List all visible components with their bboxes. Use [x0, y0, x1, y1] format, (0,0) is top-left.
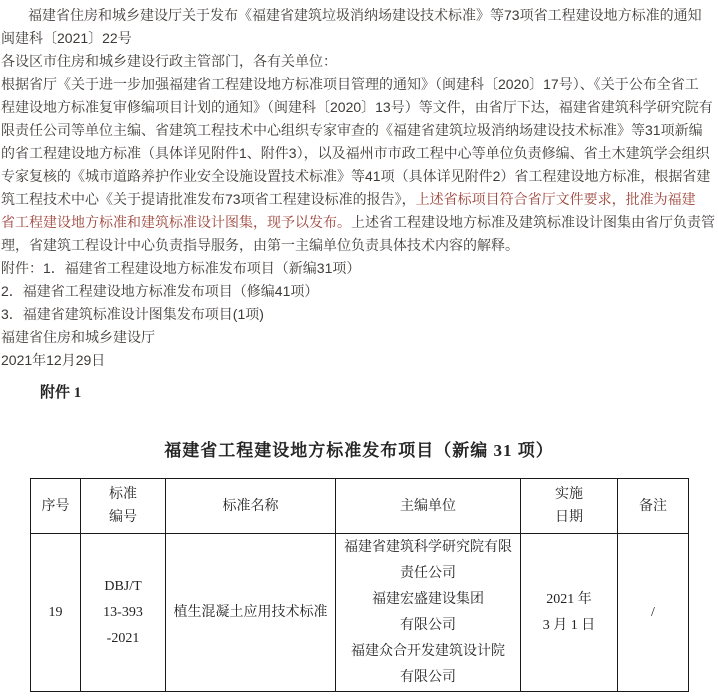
- column-header-line: 标准名称: [222, 498, 279, 514]
- cell-line: 2021 年: [546, 591, 592, 607]
- notice-line: [1, 349, 717, 372]
- notice-line: [1, 257, 717, 280]
- column-header-line: 编号: [109, 510, 137, 525]
- column-header-line: 主编单位: [400, 498, 456, 514]
- cell-line: 福建众合开发建筑设计院: [351, 643, 505, 659]
- cell-line: 有限公司: [400, 617, 456, 633]
- notice-text: 根据省厅《关于进一步加强福建省工程建设地方标准项目管理的通知》（闽建科〔2020〕17号）、《关于公布全省工: [1, 76, 699, 92]
- notice-line: [1, 280, 717, 303]
- cell-seq: [31, 534, 81, 692]
- notice-line: [1, 165, 717, 188]
- notice-text: 筑工程技术中心《关于提请批准发布73项省工程建设标准的报告》，: [1, 191, 416, 207]
- notice-text: 各设区市住房和城乡建设行政主管部门，各有关单位：: [1, 53, 337, 69]
- notice-line: [1, 234, 717, 257]
- notice-text: 上述省工程建设地方标准及建筑标准设计图集由省厅负责管: [351, 214, 715, 230]
- notice-line: [1, 119, 717, 142]
- table-header-row: [31, 479, 689, 534]
- column-header: [336, 479, 521, 534]
- notice-text: 福建省住房和城乡建设厅关于发布《福建省建筑垃圾消纳场建设技术标准》等73项省工程建设地方标准的通知: [28, 7, 702, 23]
- cell-line: 13-393: [103, 604, 143, 620]
- notice-text: 2021年12月29日: [1, 352, 106, 368]
- cell-line: 19: [48, 604, 63, 620]
- column-header: [166, 479, 336, 534]
- notice-line: [1, 326, 717, 349]
- notice-line: [1, 188, 717, 211]
- notice-text: 程建设地方标准复审修编项目计划的通知》（闽建科〔2020〕13号）等文件，由省厅下达，福建省建筑科学研究院有: [1, 99, 713, 115]
- cell-line: 植生混凝土应用技术标准: [173, 604, 328, 620]
- column-header: [521, 479, 618, 534]
- cell-publisher: [336, 534, 521, 692]
- cell-line: 福建省建筑科学研究院有限: [344, 539, 512, 555]
- notice-text: 福建省住房和城乡建设厅: [1, 329, 155, 345]
- column-header-line: 备注: [639, 498, 667, 514]
- notice-text: 的省工程建设地方标准（具体详见附件1、附件3），以及福州市市政工程中心等单位负责修编、省土木建筑学会组织: [1, 145, 710, 161]
- cell-date: [521, 534, 618, 692]
- cell-line: 有限公司: [400, 669, 456, 685]
- notice-line: [1, 303, 717, 326]
- notice-text: 3．福建省建筑标准设计图集发布项目(1项): [1, 306, 264, 322]
- column-header: [31, 479, 81, 534]
- column-header: [81, 479, 166, 534]
- notice-text: 2．福建省工程建设地方标准发布项目（修编41项）: [1, 283, 319, 299]
- notice-line: [1, 27, 717, 50]
- notice-line: [1, 50, 717, 73]
- column-header-line: 标准: [109, 487, 137, 502]
- column-header-line: 日期: [555, 510, 583, 525]
- notice-text-highlight: 省工程建设地方标准和建筑标准设计图集，现予以发布。: [1, 214, 351, 230]
- notice-line: [1, 211, 717, 234]
- notice-text: 限责任公司等单位主编、省建筑工程技术中心组织专家审查的《福建省建筑垃圾消纳场建设技术标准》等31项新编: [1, 122, 703, 138]
- notice-line: [1, 142, 717, 165]
- column-header-line: 序号: [41, 498, 70, 514]
- attachment-label: 附件 1: [40, 385, 82, 401]
- table-row: [31, 534, 689, 692]
- notice-line: [1, 73, 717, 96]
- cell-code: [81, 534, 166, 692]
- cell-line: /: [651, 604, 655, 620]
- notice-text: 附件：1．福建省工程建设地方标准发布项目（新编31项）: [1, 260, 361, 276]
- notice-body: [1, 4, 717, 372]
- cell-remark: [618, 534, 689, 692]
- cell-line: 福建宏盛建设集团: [372, 591, 484, 607]
- notice-line: [1, 96, 717, 119]
- notice-text: 专家复核的《城市道路养护作业安全设施设置技术标准》等41项（具体详见附件2）省工程建设地方标准，根据省建: [1, 168, 711, 184]
- cell-line: DBJ/T: [104, 578, 142, 594]
- column-header: [618, 479, 689, 534]
- notice-text: 理，省建筑工程设计中心负责指导服务，由第一主编单位负责具体技术内容的解释。: [1, 237, 519, 253]
- notice-line: [1, 4, 717, 27]
- cell-line: 3 月 1 日: [542, 617, 596, 633]
- cell-line: -2021: [106, 630, 140, 646]
- cell-line: 责任公司: [400, 565, 456, 581]
- column-header-line: 实施: [555, 487, 583, 502]
- table-title: 福建省工程建设地方标准发布项目（新编 31 项）: [164, 441, 554, 460]
- cell-name: [166, 534, 336, 692]
- notice-text-highlight: 上述省标项目符合省厅文件要求，批准为福建: [415, 191, 696, 207]
- notice-text: 闽建科〔2021〕22号: [1, 30, 132, 46]
- standards-table: [30, 478, 689, 692]
